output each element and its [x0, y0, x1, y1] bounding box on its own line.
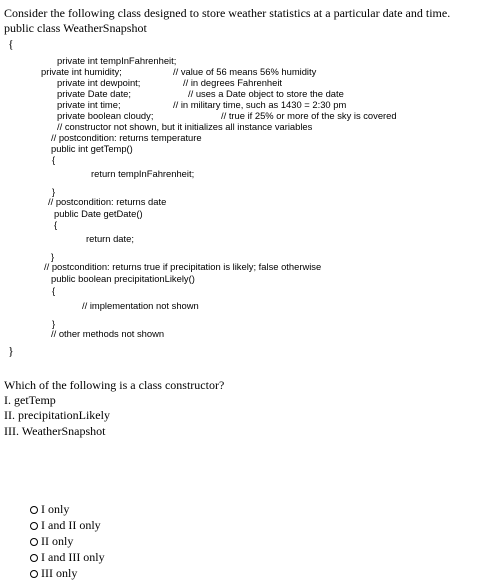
- code-comment-date-post: // postcondition: returns date: [48, 196, 167, 207]
- class-open-brace: {: [8, 37, 14, 51]
- code-comment-cloudy: // true if 25% or more of the sky is covered: [221, 110, 397, 121]
- code-line-dewpoint: private int dewpoint;: [57, 77, 141, 88]
- answer-option-i-and-iii-only[interactable]: [30, 550, 105, 565]
- answer-option-i-only[interactable]: [30, 502, 69, 517]
- code-line-cloudy: private boolean cloudy;: [57, 110, 154, 121]
- code-comment-precip-post: // postcondition: returns true if precipitation is likely; false otherwise: [44, 261, 322, 272]
- code-line-time: private int time;: [57, 99, 121, 110]
- option-label: II only: [41, 534, 74, 548]
- code-line-getdate: public Date getDate(): [54, 208, 143, 219]
- code-close-brace: }: [51, 251, 55, 262]
- code-comment-constructor: // constructor not shown, but it initializes all instance variables: [57, 121, 313, 132]
- radio-button-icon[interactable]: [30, 522, 38, 530]
- intro-line: Consider the following class designed to store weather statistics at a particular date and time.: [4, 6, 451, 20]
- question-item: III. WeatherSnapshot: [4, 424, 106, 438]
- code-close-brace: }: [52, 318, 56, 329]
- code-comment-time: // in military time, such as 1430 = 2:30 pm: [173, 99, 347, 110]
- code-line-return-date: return date;: [86, 233, 134, 244]
- class-declaration: public class WeatherSnapshot: [4, 21, 147, 35]
- code-line-humidity: private int humidity;: [41, 66, 122, 77]
- code-comment-humidity: // value of 56 means 56% humidity: [173, 66, 317, 77]
- option-label: III only: [41, 566, 78, 580]
- code-comment-temp-post: // postcondition: returns temperature: [51, 132, 202, 143]
- code-line-date: private Date date;: [57, 88, 132, 99]
- code-line-return-temp: return tempInFahrenheit;: [91, 168, 195, 179]
- answer-option-ii-only[interactable]: [30, 534, 73, 549]
- code-close-brace: }: [52, 186, 56, 197]
- question-item: II. precipitationLikely: [4, 408, 110, 422]
- code-comment-other-methods: // other methods not shown: [51, 328, 165, 339]
- option-label: I only: [41, 502, 70, 516]
- code-comment-date: // uses a Date object to store the date: [188, 88, 344, 99]
- code-comment-dewpoint: // in degrees Fahrenheit: [183, 77, 283, 88]
- code-open-brace: {: [54, 219, 58, 230]
- code-line-gettemp: public int getTemp(): [51, 143, 133, 154]
- question-item: I. getTemp: [4, 393, 56, 407]
- code-line-temp: private int tempInFahrenheit;: [57, 55, 177, 66]
- code-line-precipitation: public boolean precipitationLikely(): [51, 273, 195, 284]
- answer-option-i-and-ii-only[interactable]: [30, 518, 101, 533]
- radio-button-icon[interactable]: [30, 538, 38, 546]
- code-comment-implementation: // implementation not shown: [82, 300, 199, 311]
- code-open-brace: {: [52, 285, 56, 296]
- radio-button-icon[interactable]: [30, 506, 38, 514]
- class-close-brace: }: [8, 344, 14, 358]
- option-label: I and II only: [41, 518, 101, 532]
- code-open-brace: {: [52, 154, 56, 165]
- radio-button-icon[interactable]: [30, 554, 38, 562]
- question-prompt: Which of the following is a class constructor?: [4, 378, 225, 392]
- option-label: I and III only: [41, 550, 105, 564]
- answer-option-iii-only[interactable]: [30, 566, 77, 581]
- radio-button-icon[interactable]: [30, 570, 38, 578]
